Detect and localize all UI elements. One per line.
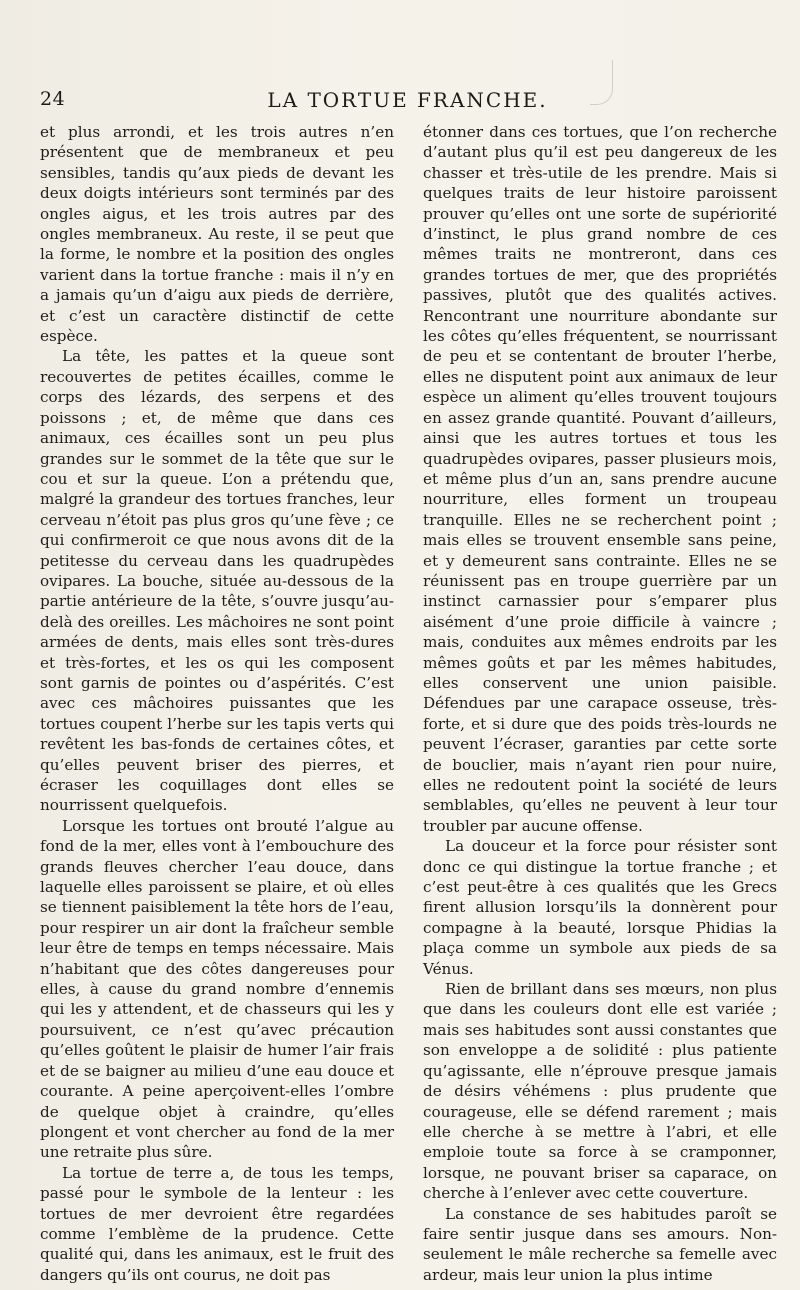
- right-paragraph-2: La douceur et la force pour résister sont donc ce qui distingue la tortue franche ; et c’est peut-être à ces qualités que les Grecs firent allusion lorsqu’ils la donnèrent pour compagne à la beauté, lorsque Phidias la plaça comme un symbole aux pieds de sa Vénus.: [423, 837, 777, 978]
- running-title: LA TORTUE FRANCHE.: [267, 88, 548, 112]
- left-paragraph-2: La tête, les pattes et la queue sont recouvertes de petites écailles, comme le corps des lézards, des serpens et des poissons ; et, de même que dans ces animaux, ces écailles sont un peu plus grandes sur le sommet de la tête que sur le cou et sur la queue. L’on a prétendu que, malgré la grandeur des tortues franches, leur cerveau n’étoit pas plus gros qu’une fève ; ce qui confirmeroit ce que nous avons dit de la petitesse du cerveau dans les quadrupèdes ovipares. La bouche, située au-dessous de la partie antérieure de la tête, s’ouvre jusqu’au-delà des oreilles. Les mâchoires ne sont point armées de dents, mais elles sont très-dures et très-fortes, et les os qui les composent sont garnis de pointes ou d’aspérités. C’est avec ces mâchoires puissantes que les tortues coupent l’herbe sur les tapis verts qui revêtent les bas-fonds de certaines côtes, et qu’elles peuvent briser des pierres, et écraser les coquillages dont elles se nourrissent quelquefois.: [40, 347, 394, 815]
- left-paragraph-3: Lorsque les tortues ont brouté l’algue au fond de la mer, elles vont à l’embouchure des grands fleuves chercher l’eau douce, dans laquelle elles paroissent se plaire, et où elles se tiennent paisiblement la tête hors de l’eau, pour respirer un air dont la fraîcheur semble leur être de temps en temps nécessaire. Mais n’habitant que des côtes dangereuses pour elles, à cause du grand nombre d’ennemis qui les y attendent, et de chasseurs qui les y poursuivent, ce n’est qu’avec précaution qu’elles goûtent le plaisir de humer l’air frais et de se baigner au milieu d’une eau douce et courante. A peine aperçoivent-elles l’ombre de quelque objet à craindre, qu’elles plongent et vont chercher au fond de la mer une retraite plus sûre.: [40, 816, 394, 1162]
- right-paragraph-4: La constance de ses habitudes paroît se faire sentir jusque dans ses amours. Non-seulement le mâle recherche sa femelle avec ardeur, mais leur union la plus intime: [423, 1204, 777, 1284]
- left-paragraph-1: et plus arrondi, et les trois autres n’en présentent que de membraneux et peu sensibles, tandis qu’aux pieds de devant les deux doigts intérieurs sont terminés par des ongles aigus, et les trois autres par des ongles membraneux. Au reste, il se peut que la forme, le nombre et la position des ongles varient dans la tortue franche : mais il n’y en a jamais qu’un d’aigu aux pieds de derrière, et c’est un caractère distinctif de cette espèce.: [40, 123, 394, 346]
- right-column: [423, 122, 777, 1285]
- right-paragraph-1: étonner dans ces tortues, que l’on recherche d’autant plus qu’il est peu dangereux de les chasser et très-utile de les prendre. Mais si quelques traits de leur histoire paroissent prouver qu’elles ont une sorte de supériorité d’instinct, le plus grand nombre de ces mêmes traits ne montreront, dans ces grandes tortues de mer, que des propriétés passives, plutôt que des qualités actives. Rencontrant une nourriture abondante sur les côtes qu’elles fréquentent, se nourrissant de peu et se contentant de brouter l’herbe, elles ne disputent point aux animaux de leur espèce un aliment qu’elles trouvent toujours en assez grande quantité. Pouvant d’ailleurs, ainsi que les autres tortues et tous les quadrupèdes ovipares, passer plusieurs mois, et même plus d’un an, sans prendre aucune nourriture, elles forment un troupeau tranquille. Elles ne se recherchent point ; mais elles se trouvent ensemble sans peine, et y demeurent sans contrainte. Elles ne se réunissent pas en troupe guerrière par un instinct carnassier pour s’emparer plus aisément d’une proie difficile à vaincre ; mais, conduites aux mêmes endroits par les mêmes goûts et par les mêmes habitudes, elles conservent une union paisible. Défendues par une carapace osseuse, très-forte, et si dure que des poids très-lourds ne peuvent l’écraser, garanties par cette sorte de bouclier, mais n’ayant rien pour nuire, elles ne redoutent point la société de leurs semblables, qu’elles ne peuvent à leur tour troubler par aucune offense.: [423, 123, 777, 835]
- left-paragraph-4: La tortue de terre a, de tous les temps, passé pour le symbole de la lenteur : les tortues de mer devroient être regardées comme l’emblème de la prudence. Cette qualité qui, dans les animaux, est le fruit des dangers qu’ils ont courus, ne doit pas: [40, 1163, 394, 1284]
- text-columns: [40, 122, 777, 1284]
- left-column: [40, 122, 394, 1285]
- right-paragraph-3: Rien de brillant dans ses mœurs, non plus que dans les couleurs dont elle est variée ; mais ses habitudes sont aussi constantes que son enveloppe a de solidité : plus patiente qu’agissante, elle n’éprouve presque jamais de désirs véhémens : plus prudente que courageuse, elle se défend rarement ; mais elle cherche à se mettre à l’abri, et elle emploie toute sa force à se cramponner, lorsque, ne pouvant briser sa caparace, on cherche à l’enlever avec cette couverture.: [423, 980, 777, 1203]
- page-header: [40, 88, 775, 114]
- page-number: 24: [40, 88, 66, 110]
